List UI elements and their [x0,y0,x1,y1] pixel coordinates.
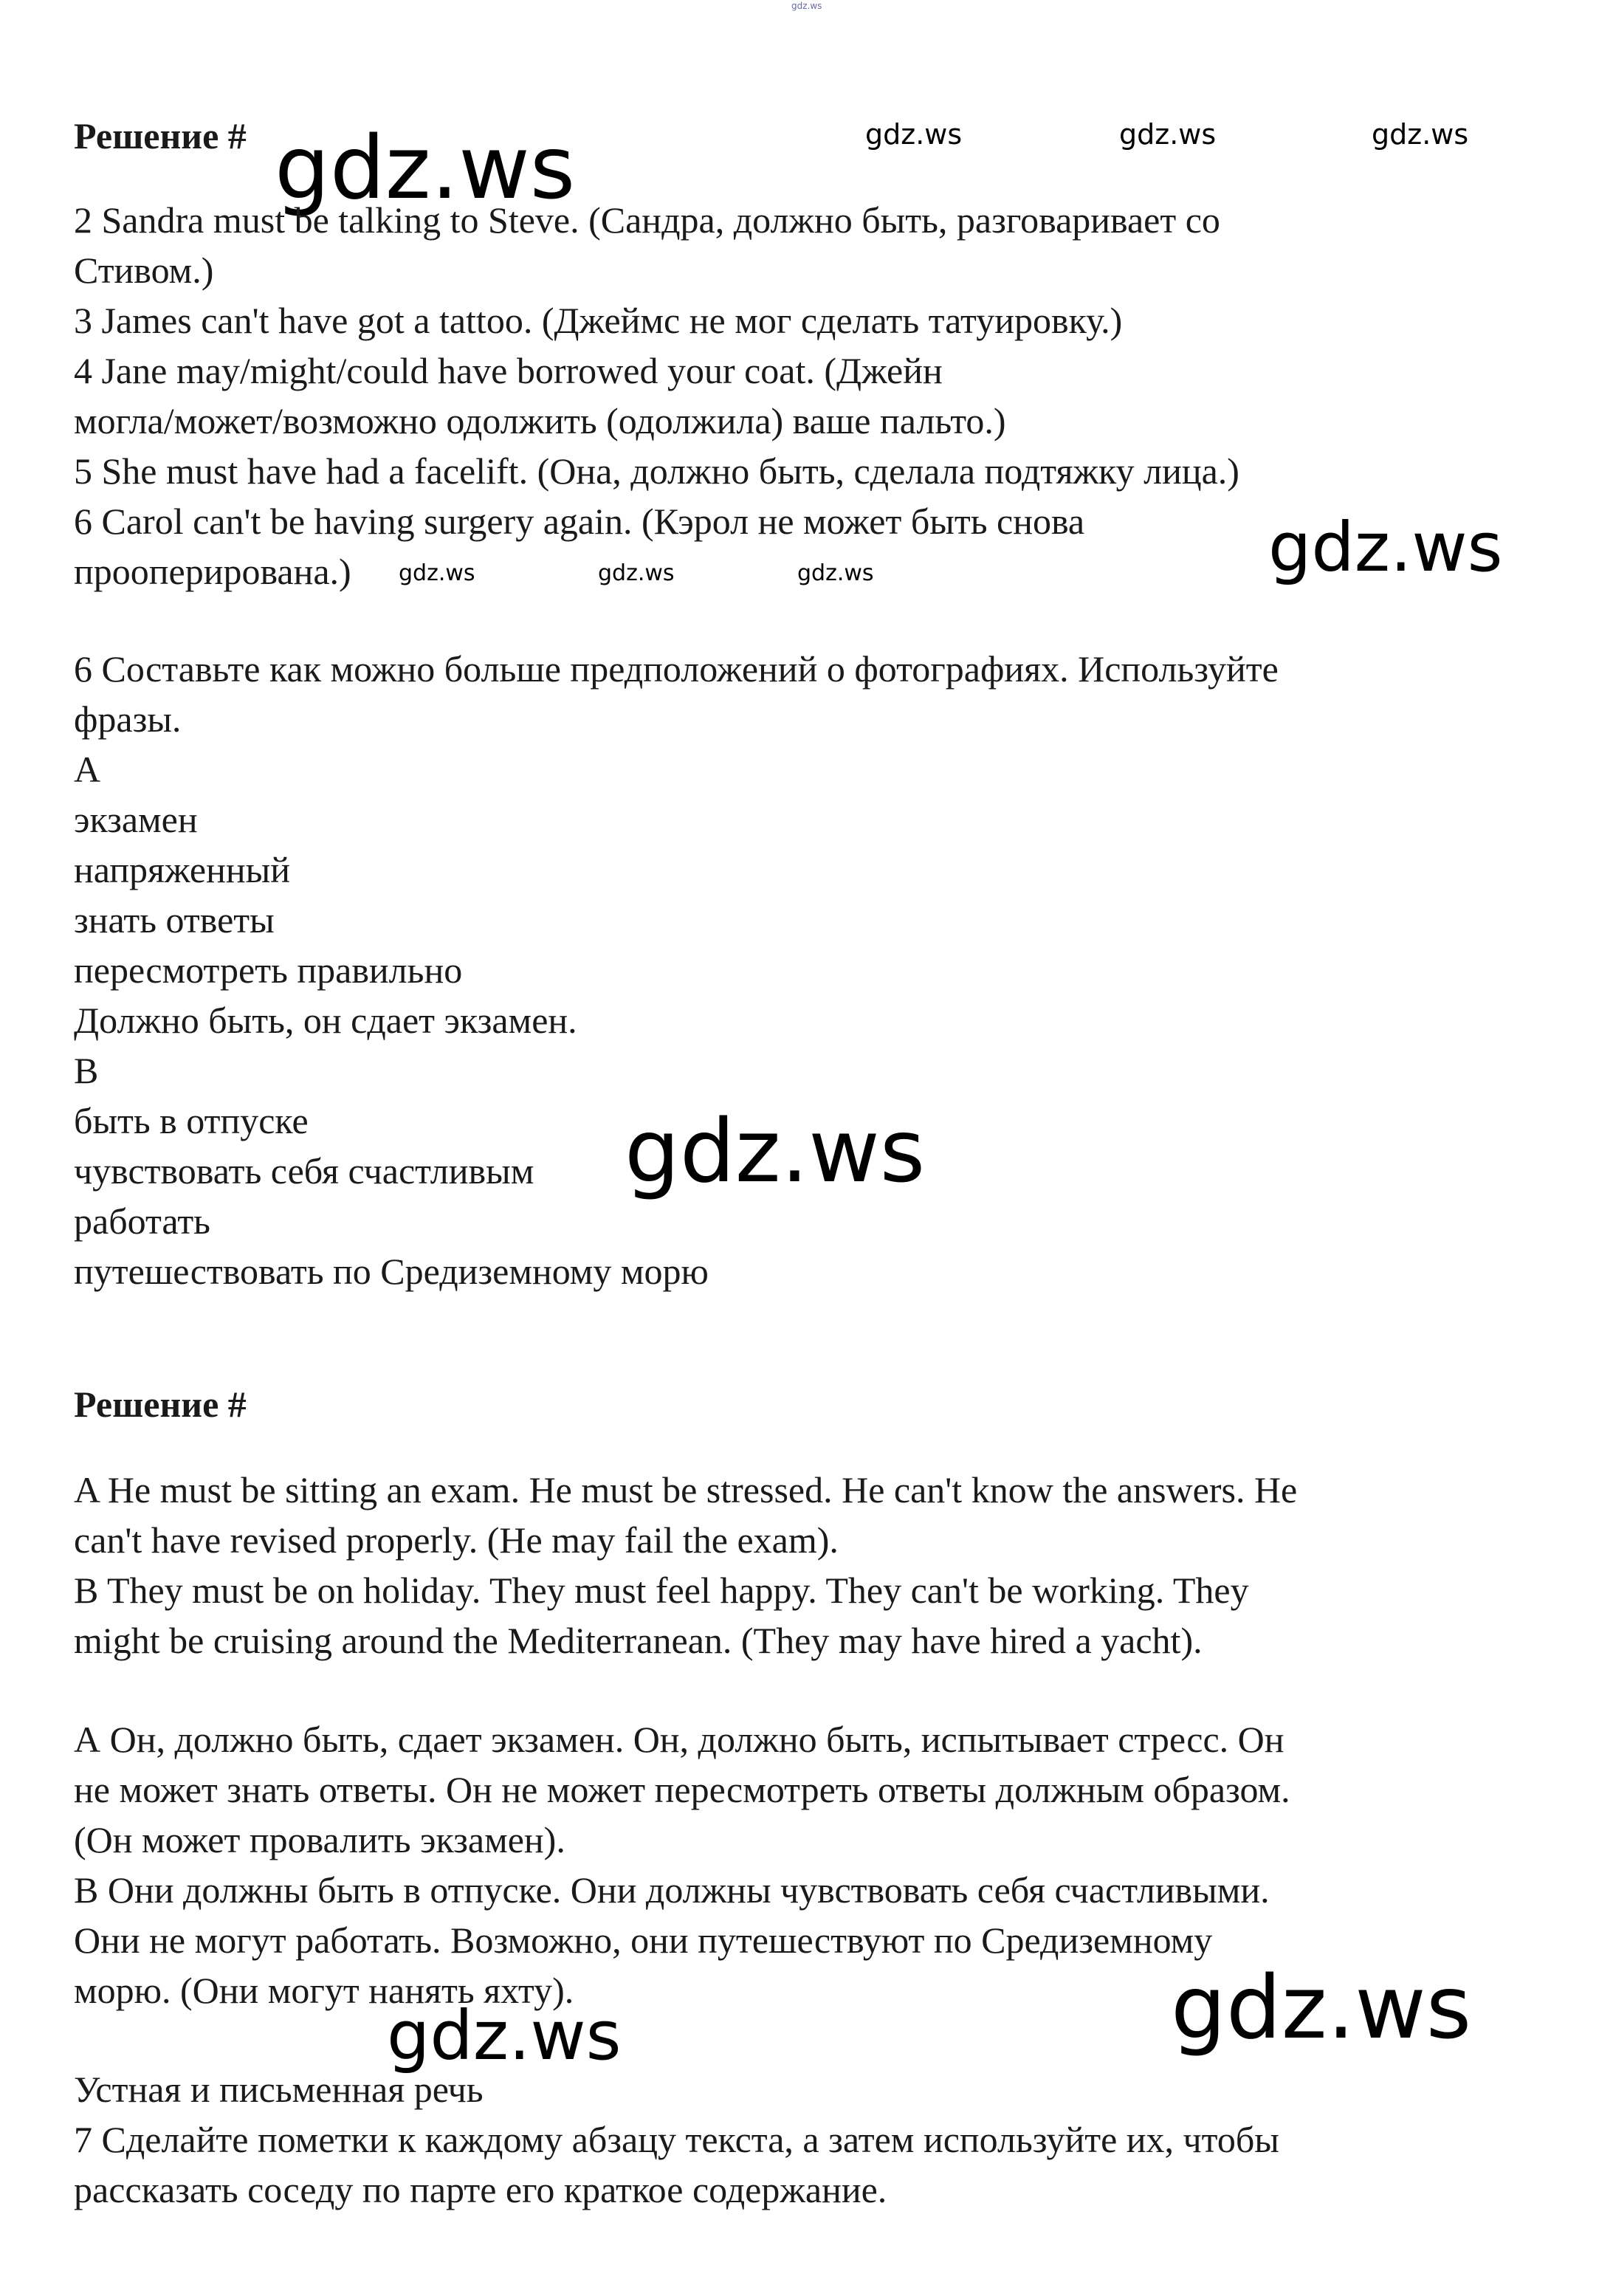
translation-line: (Он может провалить экзамен). [74,1819,565,1860]
answer-line: 2 Sandra must be talking to Steve. (Сандра, должно быть, разговаривает со [74,199,1220,241]
answer-line: 3 James can't have got a tattoo. (Джеймс не мог сделать татуировку.) [74,300,1123,341]
answer-line: can't have revised properly. (He may fail the exam). [74,1519,839,1561]
watermark: gdz.ws [625,1100,926,1202]
watermark: gdz.ws [387,1996,622,2075]
phrase-item: пересмотреть правильно [74,949,463,991]
answer-line: 4 Jane may/might/could have borrowed your coat. (Джейн [74,350,943,391]
section-title: Устная и письменная речь [74,2069,484,2110]
watermark: gdz.ws [865,118,963,151]
watermark: gdz.ws [1119,118,1217,151]
answer-line: могла/может/возможно одолжить (одолжила) ваше пальто.) [74,400,1006,441]
answer-line: B They must be on holiday. They must feel happy. They can't be working. They [74,1570,1249,1611]
watermark: gdz.ws [399,560,475,586]
watermark: gdz.ws [791,1,822,11]
phrase-item: работать [74,1200,210,1242]
watermark: gdz.ws [1372,118,1469,151]
answer-line: прооперирована.) [74,551,351,592]
task-instruction: фразы. [74,698,182,740]
photo-label-b: B [74,1050,99,1091]
answer-line: might be cruising around the Mediterranean. (They may have hired a yacht). [74,1620,1203,1661]
translation-line: А Он, должно быть, сдает экзамен. Он, должно быть, испытывает стресс. Он [74,1719,1284,1760]
translation-line: морю. (Они могут нанять яхту). [74,1970,574,2011]
task-instruction: 7 Сделайте пометки к каждому абзацу текста, а затем используйте их, чтобы [74,2119,1279,2160]
watermark: gdz.ws [1171,1956,1472,2058]
translation-line: Они не могут работать. Возможно, они путешествуют по Средиземному [74,1919,1213,1961]
watermark: gdz.ws [275,117,576,219]
phrase-item: знать ответы [74,899,275,941]
answer-line: 5 She must have had a facelift. (Она, должно быть, сделала подтяжку лица.) [74,450,1239,492]
phrase-item: чувствовать себя счастливым [74,1150,534,1192]
translation-line: В Они должны быть в отпуске. Они должны чувствовать себя счастливыми. [74,1869,1270,1911]
answer-line: A He must be sitting an exam. He must be stressed. He can't know the answers. He [74,1469,1298,1510]
solution-heading: Решение # [74,115,247,157]
phrase-item: путешествовать по Средиземному морю [74,1251,709,1292]
answer-line: 6 Carol can't be having surgery again. (Кэрол не может быть снова [74,501,1085,542]
watermark: gdz.ws [1268,508,1503,587]
watermark: gdz.ws [797,560,874,586]
task-instruction: 6 Составьте как можно больше предположений о фотографиях. Используйте [74,648,1279,690]
phrase-item: быть в отпуске [74,1100,309,1141]
translation-line: не может знать ответы. Он не может пересмотреть ответы должным образом. [74,1769,1290,1810]
phrase-item: экзамен [74,799,198,840]
task-instruction: рассказать соседу по парте его краткое содержание. [74,2169,887,2210]
solution-heading: Решение # [74,1384,247,1425]
example-sentence: Должно быть, он сдает экзамен. [74,1000,577,1041]
watermark: gdz.ws [598,560,675,586]
phrase-item: напряженный [74,849,290,890]
photo-label-a: A [74,749,101,790]
answer-line: Стивом.) [74,250,214,291]
